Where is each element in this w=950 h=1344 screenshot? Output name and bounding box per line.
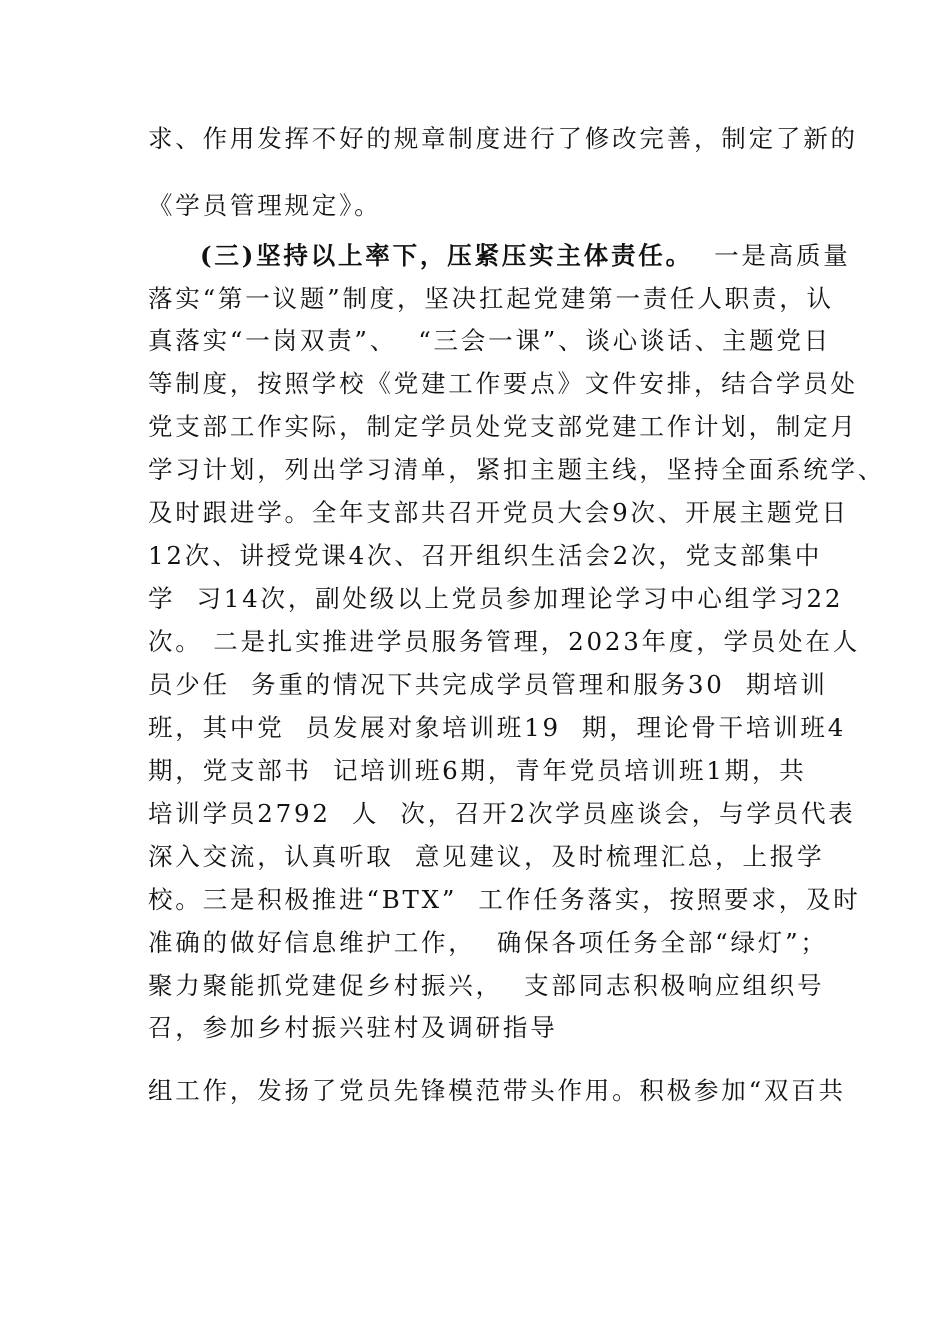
- text-line: 聚力聚能抓党建促乡村振兴， 支部同志积极响应组织号: [148, 971, 825, 1000]
- text-line: 党支部工作实际，制定学员处党支部党建工作计划，制定月: [148, 412, 858, 441]
- text-line: 及时跟进学。全年支部共召开党员大会9次、开展主题党日: [148, 498, 849, 527]
- text-line: 学习计划，列出学习清单，紧扣主题主线，坚持全面系统学、: [148, 455, 886, 484]
- section-heading-line: [200, 241, 851, 271]
- text-line: 落实“第一议题”制度，坚决扛起党建第一责任人职责，认: [148, 284, 834, 313]
- text-line: 班，其中党 员发展对象培训班19 期，理论骨干培训班4: [148, 713, 847, 742]
- text-line: 召，参加乡村振兴驻村及调研指导: [148, 1013, 558, 1042]
- heading-continuation: 一是高质量: [714, 241, 851, 270]
- text-line: 次。 二是扎实推进学员服务管理，2023年度，学员处在人: [148, 627, 861, 656]
- text-line: 准确的做好信息维护工作， 确保各项任务全部“绿灯”；: [148, 928, 828, 957]
- text-line: 深入交流，认真听取 意见建议，及时梳理汇总，上报学: [148, 842, 825, 871]
- text-line: 校。三是积极推进“BTX” 工作任务落实，按照要求，及时: [148, 885, 861, 914]
- text-line: 《学员管理规定》。: [148, 191, 382, 220]
- text-line: 培训学员2792 人 次，召开2次学员座谈会，与学员代表: [148, 799, 856, 828]
- text-line: 求、作用发挥不好的规章制度进行了修改完善，制定了新的: [148, 124, 858, 153]
- text-line: 组工作，发扬了党员先锋模范带头作用。积极参加“双百共: [148, 1076, 846, 1105]
- text-line: 期，党支部书 记培训班6期，青年党员培训班1期，共: [148, 756, 807, 785]
- text-line: 员少任 务重的情况下共完成学员管理和服务30 期培训: [148, 670, 828, 699]
- text-line: 等制度，按照学校《党建工作要点》文件安排，结合学员处: [148, 369, 858, 398]
- text-line: 12次、讲授党课4次、召开组织生活会2次，党支部集中: [148, 541, 823, 570]
- section-heading: (三)坚持以上率下，压紧压实主体责任。: [200, 241, 693, 270]
- text-line: 真落实“一岗双责”、 “三会一课”、谈心谈话、主题党日: [148, 326, 832, 355]
- text-line: 学 习14次，副处级以上党员参加理论学习中心组学习22: [148, 584, 844, 613]
